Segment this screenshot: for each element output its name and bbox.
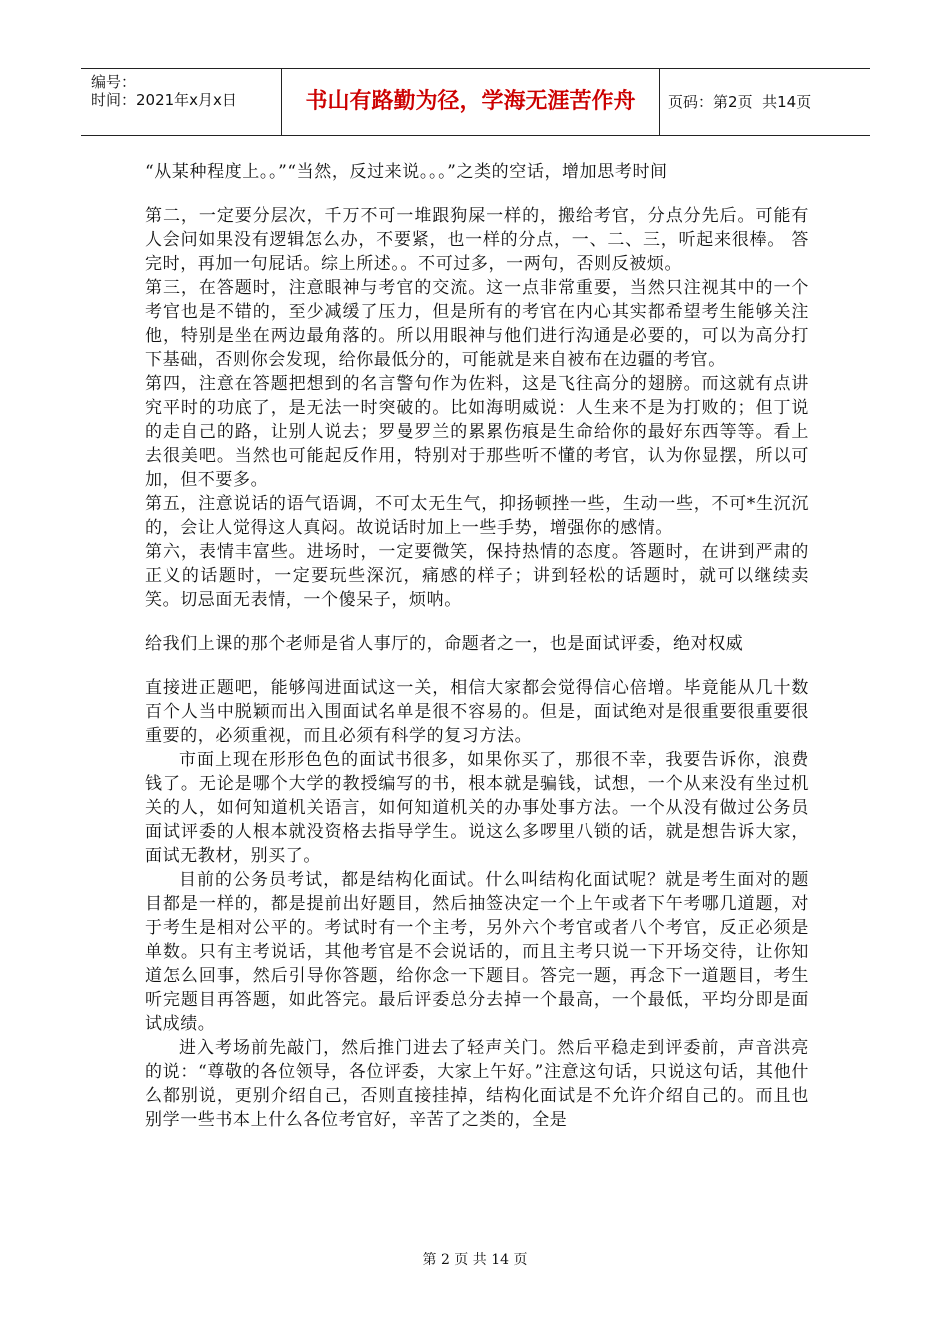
page-suffix: 页	[796, 93, 812, 111]
page-current: 2	[728, 93, 738, 111]
page-footer: 第 2 页 共 14 页	[422, 1252, 528, 1268]
paragraph: 第五，注意说话的语气语调，不可太无生气，抑扬顿挫一些，生动一些，不可*生沉沉的，会让人觉得这人真闷。故说话时加上一些手势，增强你的感情。	[145, 494, 809, 538]
document-body	[145, 160, 809, 1132]
paragraph: 市面上现在形形色色的面试书很多，如果你买了，那很不幸，我要告诉你，浪费钱了。无论是哪个大学的教授编写的书，根本就是骗钱，试想，一个从来没有坐过机关的人，如何知道机关语言，如何知道机关的办事处事方法。一个从没有做过公务员面试评委的人根本就没资格去指导学生。说这么多啰里八锁的话，就是想告诉大家，面试无教材，别买了。	[145, 750, 809, 866]
header-motto: 书山有路勤为径，学海无涯苦作舟	[282, 69, 660, 135]
header-meta	[81, 69, 282, 135]
page-mid: 页 共	[737, 93, 778, 111]
paragraph: 第四，注意在答题把想到的名言警句作为佐料，这是飞往高分的翅膀。而这就有点讲究平时的功底了，是无法一时突破的。比如海明威说：人生来不是为打败的；但丁说的走自己的路，让别人说去；罗曼罗兰的累累伤痕是生命给你的最好东西等等。看上去很美吧。当然也可能起反作用，特别对于那些听不懂的考官，认为你显摆，所以可加，但不要多。	[145, 374, 809, 490]
document-date: 时间：2021年x月x日	[91, 91, 237, 109]
paragraph: 第六，表情丰富些。进场时，一定要微笑，保持热情的态度。答题时，在讲到严肃的正义的话题时，一定要玩些深沉，痛感的样子；讲到轻松的话题时，就可以继续卖笑。切忌面无表情，一个傻呆子，烦呐。	[145, 542, 809, 610]
paragraph: 目前的公务员考试，都是结构化面试。什么叫结构化面试呢？就是考生面对的题目都是一样的，都是提前出好题目，然后抽签决定一个上午或者下午考哪几道题，对于考生是相对公平的。考试时有一个主考，另外六个考官或者八个考官，反正必须是单数。只有主考说话，其他考官是不会说话的，而且主考只说一下开场交待，让你知道怎么回事，然后引导你答题，给你念一下题目。答完一题，再念下一道题目，考生听完题目再答题，如此答完。最后评委总分去掉一个最高，一个最低，平均分即是面试成绩。	[145, 870, 809, 1034]
page-prefix: 页码：第	[668, 93, 729, 111]
page-header	[81, 68, 870, 136]
paragraph: 给我们上课的那个老师是省人事厅的，命题者之一，也是面试评委，绝对权威	[145, 634, 744, 654]
paragraph: 第三，在答题时，注意眼神与考官的交流。这一点非常重要，当然只注视其中的一个考官也是不错的，至少减缓了压力，但是所有的考官在内心其实都希望考生能够关注他，特别是坐在两边最角落的。所以用眼神与他们进行沟通是必要的，可以为高分打下基础，否则你会发现，给你最低分的，可能就是来自被布在边疆的考官。	[145, 278, 809, 370]
document-number-label: 编号：	[91, 73, 137, 91]
paragraph: “从某种程度上。。”“当然，反过来说。。。”之类的空话，增加思考时间	[145, 162, 668, 182]
paragraph: 第二，一定要分层次，千万不可一堆跟狗屎一样的，搬给考官，分点分先后。可能有人会问如果没有逻辑怎么办，不要紧，也一样的分点，一、二、三，听起来很棒。 答完时，再加一句屁话。综上所述。。不可过多，一两句，否则反被烦。	[145, 206, 809, 274]
paragraph: 进入考场前先敲门，然后推门进去了轻声关门。然后平稳走到评委前，声音洪亮的说：“尊敬的各位领导，各位评委，大家上午好。”注意这句话，只说这句话，其他什么都别说，更别介绍自己，否则直接挂掉，结构化面试是不允许介绍自己的。而且也别学一些书本上什么各位考官好，辛苦了之类的，全是	[145, 1038, 809, 1130]
header-page-number	[660, 69, 870, 135]
page-total: 14	[777, 93, 797, 111]
paragraph: 直接进正题吧，能够闯进面试这一关，相信大家都会觉得信心倍增。毕竟能从几十数百个人当中脱颖而出入围面试名单是很不容易的。但是，面试绝对是很重要很重要很重要的，必须重视，而且必须有科学的复习方法。	[145, 678, 809, 746]
